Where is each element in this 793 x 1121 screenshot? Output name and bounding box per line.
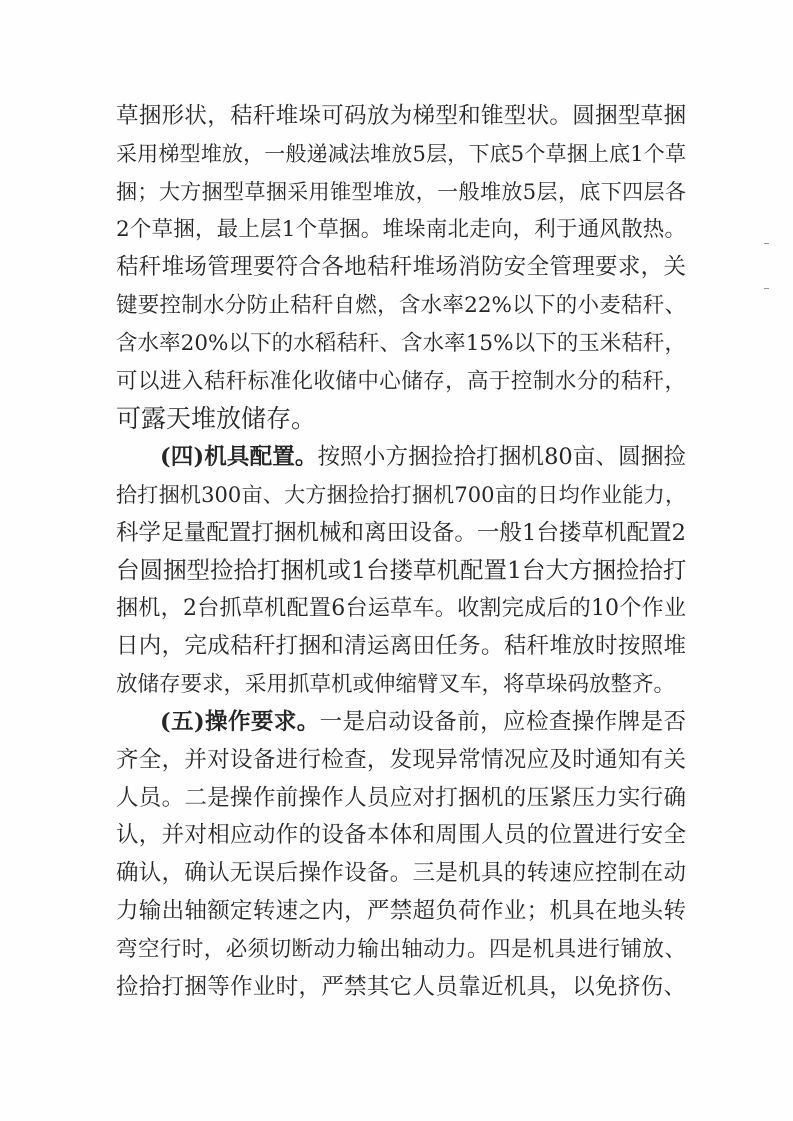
scan-margin-mark: [764, 243, 769, 244]
text-line: 捡拾打捆等作业时，严禁其它人员靠近机具，以免挤伤、: [116, 973, 686, 1000]
text-line: 秸秆堆场管理要符合各地秸秆堆场消防安全管理要求，关: [116, 254, 686, 281]
first-line-text: 按照小方捆捡拾打捆机80亩、圆捆捡: [317, 444, 686, 470]
text-line: 放储存要求，采用抓草机或伸缩臂叉车，将草垛码放整齐。: [116, 671, 676, 697]
paragraph-straw-stacking: [116, 98, 686, 438]
text-line: 弯空行时，必须切断动力输出轴动力。四是机具进行铺放、: [116, 936, 686, 962]
paragraph-machinery-configuration: [116, 439, 686, 704]
text-line: 力输出轴额定转速之内，严禁超负荷作业；机具在地头转: [116, 897, 686, 924]
text-line: 认，并对相应动作的设备本体和周围人员的位置进行安全: [116, 822, 686, 849]
text-line: 可露天堆放储存。: [116, 404, 317, 434]
section-heading: (四)机具配置。: [160, 444, 318, 470]
paragraph-operation-requirements: [116, 704, 686, 1006]
text-line: 含水率20%以下的水稻秸秆、含水率15%以下的玉米秸秆，: [116, 330, 686, 356]
paragraph-first-line: [116, 439, 686, 477]
first-line-text: 一是启动设备前，应检查操作牌是否: [319, 709, 686, 735]
section-heading: (五)操作要求。: [160, 709, 320, 735]
paragraph-first-line: [116, 704, 686, 742]
text-line: 捆；大方捆型草捆采用锥型堆放，一般堆放5层，底下四层各: [116, 179, 686, 204]
text-line: 拾打捆机300亩、大方捆捡拾打捆机700亩的日均作业能力，: [116, 482, 686, 507]
text-line: 齐全，并对设备进行检查，发现异常情况应及时通知有关: [116, 746, 686, 773]
text-line: 台圆捆型捡拾打捆机或1台搂草机配置1台大方捆捡拾打: [116, 556, 687, 585]
text-line: 草捆形状，秸秆堆垛可码放为梯型和锥型状。圆捆型草捆: [116, 103, 686, 129]
text-line: 可以进入秸秆标准化收储中心储存，高于控制水分的秸秆，: [116, 368, 686, 394]
text-line: 人员。二是操作前操作人员应对打捆机的压紧压力实行确: [116, 784, 686, 811]
text-line: 确认，确认无误后操作设备。三是机具的转速应控制在动: [116, 860, 686, 887]
text-line: 采用梯型堆放，一般递减法堆放5层，下底5个草捆上底1个草: [116, 141, 686, 166]
scan-margin-mark: [764, 288, 769, 289]
text-line: 科学足量配置打捆机械和离田设备。一般1台搂草机配置2: [116, 519, 686, 546]
text-line: 捆机，2台抓草机配置6台运草车。收割完成后的10个作业: [116, 596, 686, 622]
text-line: 2个草捆，最上层1个草捆。堆垛南北走向，利于通风散热。: [116, 217, 686, 243]
text-line: 日内，完成秸秆打捆和清运离田任务。秸秆堆放时按照堆: [116, 632, 686, 659]
text-line: 键要控制水分防止秸秆自燃，含水率22%以下的小麦秸秆、: [116, 292, 686, 318]
